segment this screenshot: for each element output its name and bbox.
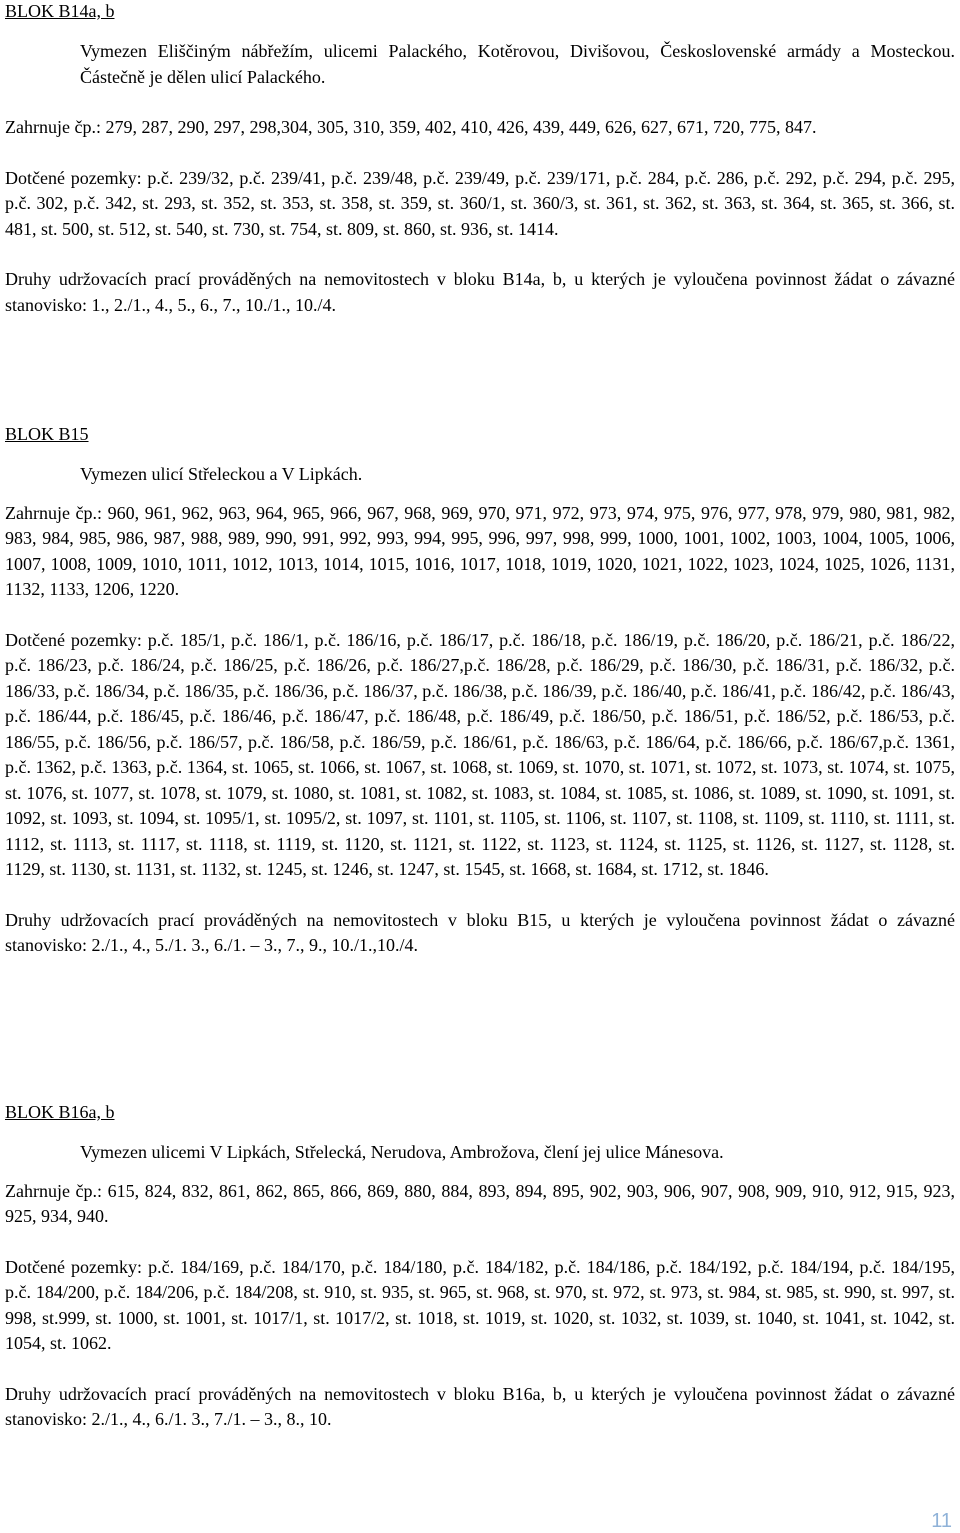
block-zahrnuje: Zahrnuje čp.: 960, 961, 962, 963, 964, 965, 966, 967, 968, 969, 970, 971, 972, 973, 974, 975, 976, 977, 978, 979, 980, 981, 982, 983, 984, 985, 986, 987, 988, 989, 990, 991, 992, 993, 994, 995, 996, 997, 998, 999, 1000, 1001, 1002, 1003, 1004, 1005, 1006, 1007, 1008, 1009, 1010, 1011, 1012, 1013, 1014, 1015, 1016, 1017, 1018, 1019, 1020, 1021, 1022, 1023, 1024, 1025, 1026, 1131, 1132, 1133, 1206, 1220. xyxy=(5,502,955,599)
block-pozemky: Dotčené pozemky: p.č. 185/1, p.č. 186/1, p.č. 186/16, p.č. 186/17, p.č. 186/18, p.č. 186/19, p.č. 186/20, p.č. 186/21, p.č. 186/22, p.č. 186/23, p.č. 186/24, p.č. 186/25, p.č. 186/26, p.č. 186/27,p.č. 186/28, p.č. 186/29, p.č. 186/30, p.č. 186/31, p.č. 186/32, p.č. 186/33, p.č. 186/34, p.č. 186/35, p.č. 186/36, p.č. 186/37, p.č. 186/38, p.č. 186/39, p.č. 186/40, p.č. 186/41, p.č. 186/42, p.č. 186/43, p.č. 186/44, p.č. 186/45, p.č. 186/46, p.č. 186/47, p.č. 186/48, p.č. 186/49, p.č. 186/50, p.č. 186/51, p.č. 186/52, p.č. 186/53, p.č. 186/55, p.č. 186/56, p.č. 186/57, p.č. 186/58, p.č. 186/59, p.č. 186/61, p.č. 186/63, p.č. 186/64, p.č. 186/66, p.č. 186/67,p.č. 1361, p.č. 1362, p.č. 1363, p.č. 1364, st. 1065, st. 1066, st. 1067, st. 1068, st. 1069, st. 1070, st. 1071, st. 1072, st. 1073, st. 1074, st. 1075, st. 1076, st. 1077, st. 1078, st. 1079, st. 1080, st. 1081, st. 1082, st. 1083, st. 1084, st. 1085, st. 1086, st. 1089, st. 1090, st. 1091, st. 1092, st. 1093, st. 1094, st. 1095/1, st. 1095/2, st. 1097, st. 1101, st. 1105, st. 1106, st. 1107, st. 1108, st. 1109, st. 1110, st. 1111, st. 1112, st. 1113, st. 1117, st. 1118, st. 1119, st. 1120, st. 1121, st. 1122, st. 1123, st. 1124, st. 1125, st. 1126, st. 1127, st. 1128, st. 1129, st. 1130, st. 1131, st. 1132, st. 1245, st. 1246, st. 1247, st. 1545, st. 1668, st. 1684, st. 1712, st. 1846. xyxy=(5,629,955,879)
block-druhy: Druhy udržovacích prací prováděných na nemovitostech v bloku B15, u kterých je vyloučena povinnost žádat o závazné stanovisko: 2./1., 4., 5./1. 3., 6./1. – 3., 7., 9., 10./1.,10./4. xyxy=(5,909,955,955)
block-zahrnuje: Zahrnuje čp.: 279, 287, 290, 297, 298,304, 305, 310, 359, 402, 410, 426, 439, 449, 626, 627, 671, 720, 775, 847. xyxy=(5,117,817,137)
block-pozemky: Dotčené pozemky: p.č. 239/32, p.č. 239/41, p.č. 239/48, p.č. 239/49, p.č. 239/171, p.č. 284, p.č. 286, p.č. 292, p.č. 294, p.č. 295, p.č. 302, p.č. 342, st. 293, st. 352, st. 353, st. 358, st. 359, st. 360/1, st. 360/3, st. 361, st. 362, st. 363, st. 364, st. 365, st. 366, st. 481, st. 500, st. 512, st. 540, st. 730, st. 754, st. 809, st. 860, st. 936, st. 1414. xyxy=(5,167,955,239)
block-description: Vymezen ulicemi V Lipkách, Střelecká, Nerudova, Ambrožova, člení jej ulice Mánesova. xyxy=(80,1142,724,1162)
page-number: 11 xyxy=(931,1510,952,1532)
block-heading: BLOK B16a, b xyxy=(5,1102,115,1122)
block-description: Vymezen Eliščiným nábřežím, ulicemi Palackého, Kotěrovou, Divišovou, Československé armády a Mosteckou. Částečně je dělen ulicí Palackého. xyxy=(80,41,955,87)
block-heading: BLOK B14a, b xyxy=(5,1,115,21)
block-druhy: Druhy udržovacích prací prováděných na nemovitostech v bloku B16a, b, u kterých je vyloučena povinnost žádat o závazné stanovisko: 2./1., 4., 6./1. 3., 7./1. – 3., 8., 10. xyxy=(5,1383,955,1429)
block-b15 xyxy=(5,423,955,959)
block-druhy: Druhy udržovacích prací prováděných na nemovitostech v bloku B14a, b, u kterých je vyloučena povinnost žádat o závazné stanovisko: 1., 2./1., 4., 5., 6., 7., 10./1., 10./4. xyxy=(5,269,955,315)
block-b14 xyxy=(5,0,955,318)
block-pozemky: Dotčené pozemky: p.č. 184/169, p.č. 184/170, p.č. 184/180, p.č. 184/182, p.č. 184/186, p.č. 184/192, p.č. 184/194, p.č. 184/195, p.č. 184/200, p.č. 184/206, p.č. 184/208, st. 910, st. 935, st. 965, st. 968, st. 970, st. 972, st. 973, st. 984, st. 985, st. 990, st. 997, st. 998, st.999, st. 1000, st. 1001, st. 1017/1, st. 1017/2, st. 1018, st. 1019, st. 1020, st. 1032, st. 1039, st. 1040, st. 1041, st. 1042, st. 1054, st. 1062. xyxy=(5,1256,955,1353)
block-description: Vymezen ulicí Střeleckou a V Lipkách. xyxy=(80,464,363,484)
block-b16 xyxy=(5,1101,955,1433)
block-zahrnuje: Zahrnuje čp.: 615, 824, 832, 861, 862, 865, 866, 869, 880, 884, 893, 894, 895, 902, 903, 906, 907, 908, 909, 910, 912, 915, 923, 925, 934, 940. xyxy=(5,1180,955,1226)
block-heading: BLOK B15 xyxy=(5,424,89,444)
